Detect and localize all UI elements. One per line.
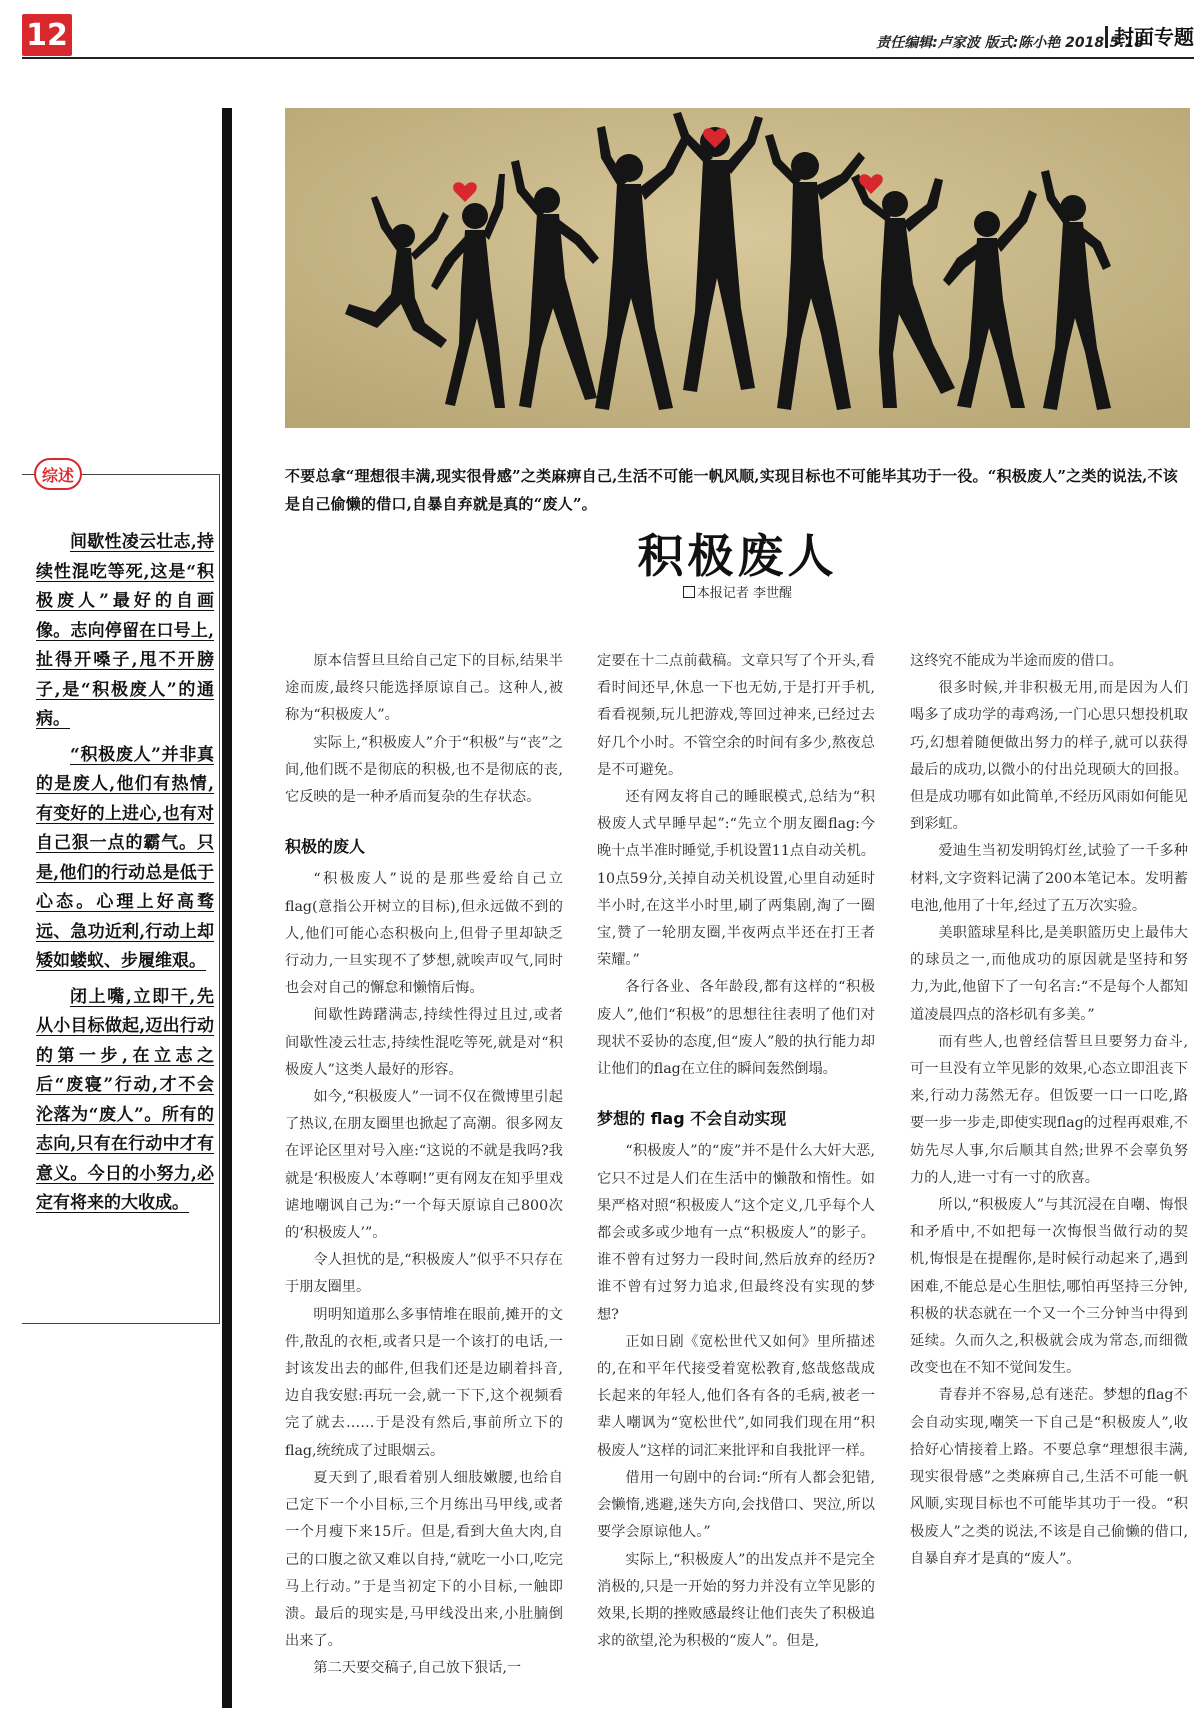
body-paragraph: 而有些人,也曾经信誓旦旦要努力奋斗,可一旦没有立竿见影的效果,心态立即沮丧下来,行动力荡然无存。但饭要一口一口吃,路要一步一步走,即使实现flag的过程再艰难,不妨先尽人事,尔后顺其自然;世界不会辜负努力的人,进一寸有一寸的欣喜。	[910, 1033, 1188, 1186]
article-lead: 不要总拿“理想很丰满,现实很骨感”之类麻痹自己,生活不可能一帆风顺,实现目标也不可能毕其功于一役。“积极废人”之类的说法,不该是自己偷懒的借口,自暴自弃就是真的“废人”。	[285, 467, 1179, 513]
article-byline	[285, 582, 1190, 601]
summary-paragraph: “积极废人”并非真的是废人,他们有热情,有变好的上进心,也有对自己狠一点的霸气。只是,他们的行动总是低于心态。心理上好高骛远、急功近利,行动上却矮如蝼蚁、步履维艰。	[36, 744, 214, 971]
body-paragraph: 间歇性踌躇满志,持续性得过且过,或者间歇性凌云壮志,持续性混吃等死,就是对“积极废人”这类人最好的形容。	[285, 1007, 563, 1078]
vertical-divider	[222, 108, 232, 1708]
article-column-3	[910, 648, 1188, 1573]
subheading: 积极的废人	[285, 837, 366, 857]
section-title: 封面专题	[1105, 26, 1194, 48]
page-number-badge: 12	[22, 14, 72, 56]
body-paragraph: 青春并不容易,总有迷茫。梦想的flag不会自动实现,嘲笑一下自己是“积极废人”,收拾好心情接着上路。不要总拿“理想很丰满,现实很骨感”之类麻痹自己,生活不可能一帆风顺,实现目标也不可能毕其功于一役。“积极废人”之类的说法,不该是自己偷懒的借口,自暴自弃才是真的“废人”。	[910, 1387, 1188, 1567]
hero-image	[285, 108, 1190, 428]
header-rule	[22, 57, 1194, 59]
body-paragraph: 明明知道那么多事情堆在眼前,摊开的文件,散乱的衣柜,或者只是一个该打的电话,一封该发出去的邮件,但我们还是边刷着抖音,边自我安慰:再玩一会,就一下下,这个视频看完了就去……于是没有然后,事前所立下的flag,统统成了过眼烟云。	[285, 1306, 563, 1459]
body-paragraph: “积极废人”的“废”并不是什么大奸大恶,它只不过是人们在生活中的懒散和惰性。如果严格对照“积极废人”这个定义,几乎每个人都会或多或少地有一点“积极废人”的影子。谁不曾有过努力一段时间,然后放弃的经历?谁不曾有过努力追求,但最终没有实现的梦想?	[597, 1143, 875, 1323]
body-paragraph: 各行各业、各年龄段,都有这样的“积极废人”,他们“积极”的思想往往表明了他们对现状不妥协的态度,但“废人”般的执行能力却让他们的flag在立住的瞬间轰然倒塌。	[597, 979, 875, 1078]
summary-paragraph: 间歇性凌云壮志,持续性混吃等死,这是“积极废人”最好的自画像。志向停留在口号上,扯得开嗓子,甩不开膀子,是“积极废人”的通病。	[36, 532, 214, 729]
summary-text	[36, 528, 214, 1225]
body-paragraph: 很多时候,并非积极无用,而是因为人们喝多了成功学的毒鸡汤,一门心思只想投机取巧,幻想着随便做出努力的样子,就可以获得最后的成功,以微小的付出兑现硕大的回报。但是成功哪有如此简单,不经历风雨如何能见到彩虹。	[910, 680, 1188, 833]
body-paragraph: 借用一句剧中的台词:“所有人都会犯错,会懒惰,逃避,迷失方向,会找借口、哭泣,所以要学会原谅他人。”	[597, 1469, 875, 1541]
body-paragraph: 还有网友将自己的睡眠模式,总结为“积极废人式早睡早起”:“先立个朋友圈flag:今晚十点半准时睡觉,手机设置11点自动关机。10点59分,关掉自动关机设置,心里自动延时半小时,在这半小时里,刷了两集剧,淘了一圈宝,赞了一轮朋友圈,半夜两点半还在打王者荣耀。”	[597, 789, 875, 969]
body-paragraph: “积极废人”说的是那些爱给自己立flag(意指公开树立的目标),但永远做不到的人,他们可能心态积极向上,但骨子里却缺乏行动力,一旦实现不了梦想,就唉声叹气,同时也会对自己的懈怠和懒惰后悔。	[285, 871, 563, 997]
body-paragraph: 令人担忧的是,“积极废人”似乎不只存在于朋友圈里。	[285, 1252, 563, 1296]
body-paragraph: 夏天到了,眼看着别人细肢嫩腰,也给自己定下一个小目标,三个月练出马甲线,或者一个月瘦下来15斤。但是,看到大鱼大肉,自己的口腹之欲又难以自持,“就吃一小口,吃完马上行动。”于是当初定下的小目标,一触即溃。最后的现实是,马甲线没出来,小肚腩倒出来了。	[285, 1469, 563, 1650]
body-paragraph: 如今,“积极废人”一词不仅在微博里引起了热议,在朋友圈里也掀起了高潮。很多网友在评论区里对号入座:“这说的不就是我吗?我就是‘积极废人’本尊啊!”更有网友在知乎里戏谑地嘲讽自己为:“一个每天原谅自己800次的‘积极废人’”。	[285, 1089, 563, 1242]
byline-text: 本报记者 李世醒	[696, 586, 793, 601]
article-column-1	[285, 648, 563, 1683]
summary-tag: 综述	[34, 458, 82, 490]
article-title: 积极废人	[637, 529, 838, 583]
body-paragraph: 正如日剧《宽松世代又如何》里所描述的,在和平年代接受着宽松教育,悠哉悠哉成长起来的年轻人,他们各有各的毛病,被老一辈人嘲讽为“宽松世代”,如同我们现在用“积极废人”这样的词汇来批评和自我批评一样。	[597, 1333, 875, 1459]
subheading: 梦想的 flag 不会自动实现	[597, 1109, 787, 1129]
body-paragraph: 第二天要交稿子,自己放下狠话,一	[313, 1660, 522, 1677]
article-column-2	[597, 648, 875, 1655]
body-paragraph: 美职篮球星科比,是美职篮历史上最伟大的球员之一,而他成功的原因就是坚持和努力,为此,他留下了一句名言:“不是每个人都知道凌晨四点的洛杉矶有多美。”	[910, 925, 1188, 1023]
body-paragraph: 原本信誓旦旦给自己定下的目标,结果半途而废,最终只能选择原谅自己。这种人,被称为“积极废人”。	[285, 653, 563, 724]
dancing-silhouettes-illustration	[285, 108, 1190, 428]
byline-box-icon	[683, 586, 695, 598]
body-paragraph: 实际上,“积极废人”介于“积极”与“丧”之间,他们既不是彻底的积极,也不是彻底的丧,它反映的是一种矛盾而复杂的生存状态。	[285, 734, 563, 806]
body-paragraph: 爱迪生当初发明钨灯丝,试验了一千多种材料,文字资料记满了200本笔记本。发明蓄电池,他用了十年,经过了五万次实验。	[910, 843, 1188, 914]
summary-paragraph: 闭上嘴,立即干,先从小目标做起,迈出行动的第一步,在立志之后“废寝”行动,才不会沦落为“废人”。所有的志向,只有在行动中才有意义。今日的小努力,必定有将来的大收成。	[36, 986, 214, 1213]
body-paragraph: 所以,“积极废人”与其沉浸在自嘲、悔恨和矛盾中,不如把每一次悔恨当做行动的契机,悔恨是在提醒你,是时候行动起来了,遇到困难,不能总是心生胆怯,哪怕再坚持三分钟,积极的状态就在一个又一个三分钟当中得到延续。久而久之,积极就会成为常态,而细微改变也在不知不觉间发生。	[910, 1197, 1188, 1377]
body-paragraph: 实际上,“积极废人”的出发点并不是完全消极的,只是一开始的努力并没有立竿见影的效果,长期的挫败感最终让他们丧失了积极追求的欲望,沦为积极的“废人”。但是,	[597, 1551, 875, 1650]
body-paragraph: 定要在十二点前截稿。文章只写了个开头,看看时间还早,休息一下也无妨,于是打开手机,看看视频,玩儿把游戏,等回过神来,已经过去好几个小时。不管空余的时间有多少,熬夜总是不可避免。	[597, 653, 875, 778]
editor-info: 责任编辑:卢家波 版式:陈小艳 2018.5.18	[876, 35, 1144, 51]
body-paragraph: 这终究不能成为半途而废的借口。	[910, 653, 1123, 669]
